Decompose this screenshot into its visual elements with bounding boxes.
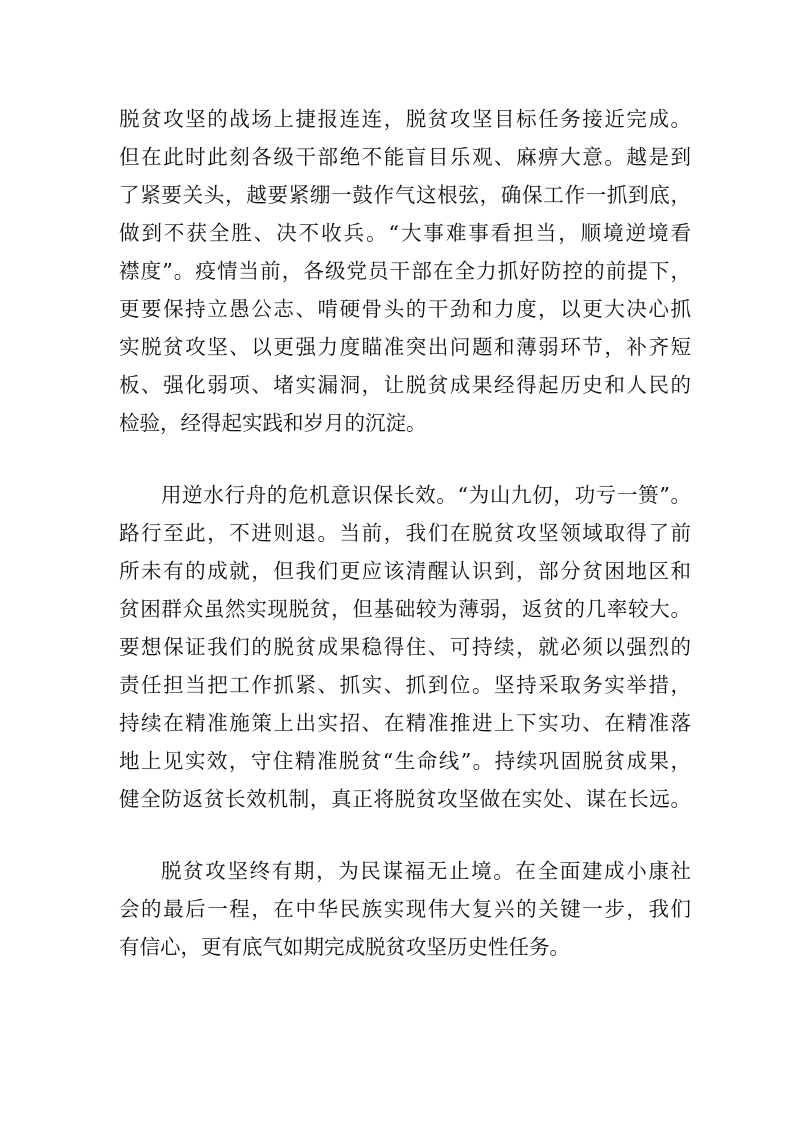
paragraph-3-line-2: 会的最后一程，在中华民族实现伟大复兴的关键一步，我们 <box>119 897 691 921</box>
paragraph-1-line-8: 板、强化弱项、堵实漏洞，让脱贫成果经得起历史和人民的 <box>119 373 691 397</box>
paragraph-2-line-6: 责任担当把工作抓紧、抓实、抓到位。坚持采取务实举措， <box>119 673 691 697</box>
paragraph-1-line-7: 实脱贫攻坚、以更强力度瞄准突出问题和薄弱环节，补齐短 <box>119 335 691 359</box>
paragraph-2-line-9: 健全防返贫长效机制，真正将脱贫攻坚做在实处、谋在长远。 <box>119 787 691 811</box>
paragraph-2-line-2: 路行至此，不进则退。当前，我们在脱贫攻坚领域取得了前 <box>119 521 691 545</box>
paragraph-1-line-2: 但在此时此刻各级干部绝不能盲目乐观、麻痹大意。越是到 <box>119 145 691 169</box>
paragraph-1-line-4: 做到不获全胜、决不收兵。“大事难事看担当，顺境逆境看 <box>119 221 691 245</box>
paragraph-1-line-6: 更要保持立愚公志、啃硬骨头的干劲和力度，以更大决心抓 <box>119 297 691 321</box>
paragraph-1-line-9: 检验，经得起实践和岁月的沉淀。 <box>119 411 427 435</box>
paragraph-2-line-4: 贫困群众虽然实现脱贫，但基础较为薄弱，返贫的几率较大。 <box>119 597 691 621</box>
paragraph-1-line-3: 了紧要关头，越要紧绷一鼓作气这根弦，确保工作一抓到底， <box>119 183 691 207</box>
paragraph-2-line-1: 用逆水行舟的危机意识保长效。“为山九仞，功亏一篑”。 <box>161 483 691 507</box>
paragraph-3-line-1: 脱贫攻坚终有期，为民谋福无止境。在全面建成小康社 <box>161 859 691 883</box>
paragraph-2-line-5: 要想保证我们的脱贫成果稳得住、可持续，就必须以强烈的 <box>119 635 691 659</box>
paragraph-1-line-5: 襟度”。疫情当前，各级党员干部在全力抓好防控的前提下， <box>119 259 691 283</box>
paragraph-3-line-3: 有信心，更有底气如期完成脱贫攻坚历史性任务。 <box>119 935 570 959</box>
paragraph-2-line-7: 持续在精准施策上出实招、在精准推进上下实功、在精准落 <box>119 711 691 735</box>
paragraph-2-line-3: 所未有的成就，但我们更应该清醒认识到，部分贫困地区和 <box>119 559 691 583</box>
paragraph-2-line-8: 地上见实效，守住精准脱贫“生命线”。持续巩固脱贫成果， <box>119 749 691 773</box>
paragraph-1-line-1: 脱贫攻坚的战场上捷报连连，脱贫攻坚目标任务接近完成。 <box>119 107 691 131</box>
